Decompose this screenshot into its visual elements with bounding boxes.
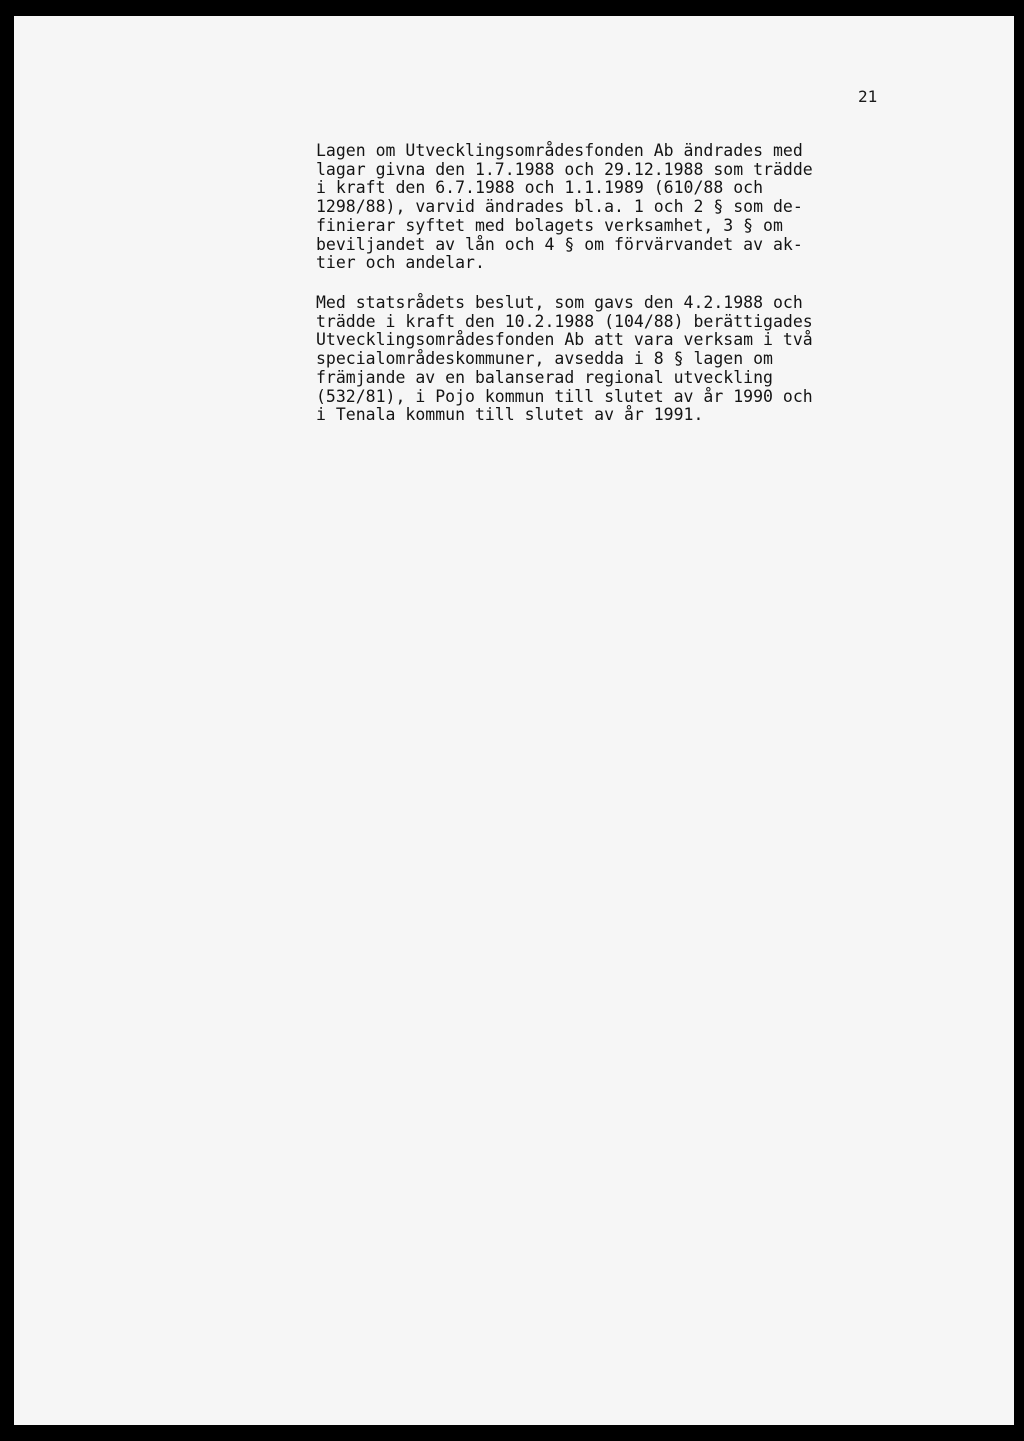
text-line: specialområdeskommuner, avsedda i 8 § lagen om — [316, 349, 773, 369]
document-page — [14, 16, 1014, 1425]
text-line: trädde i kraft den 10.2.1988 (104/88) berättigades — [316, 311, 813, 331]
text-line: i Tenala kommun till slutet av år 1991. — [316, 405, 704, 425]
text-line: (532/81), i Pojo kommun till slutet av år 1990 och — [316, 386, 813, 406]
text-line: Utvecklingsområdesfonden Ab att vara verksam i två — [316, 330, 813, 350]
text-line: i kraft den 6.7.1988 och 1.1.1989 (610/88 och — [316, 178, 764, 198]
text-line: finierar syftet med bolagets verksamhet, 3 § om — [316, 215, 783, 235]
paragraph-1 — [316, 142, 813, 273]
text-line: tier och andelar. — [316, 253, 485, 273]
text-line: Med statsrådets beslut, som gavs den 4.2.1988 och — [316, 293, 803, 312]
text-line: lagar givna den 1.7.1988 och 29.12.1988 som trädde — [316, 159, 813, 179]
paragraph-2 — [316, 294, 813, 425]
text-line: beviljandet av lån och 4 § om förvärvandet av ak- — [316, 234, 803, 254]
text-line: främjande av en balanserad regional utveckling — [316, 367, 773, 387]
page-number: 21 — [858, 87, 878, 106]
text-line: 1298/88), varvid ändrades bl.a. 1 och 2 § som de- — [316, 197, 803, 217]
text-line: Lagen om Utvecklingsområdesfonden Ab ändrades med — [316, 141, 803, 160]
